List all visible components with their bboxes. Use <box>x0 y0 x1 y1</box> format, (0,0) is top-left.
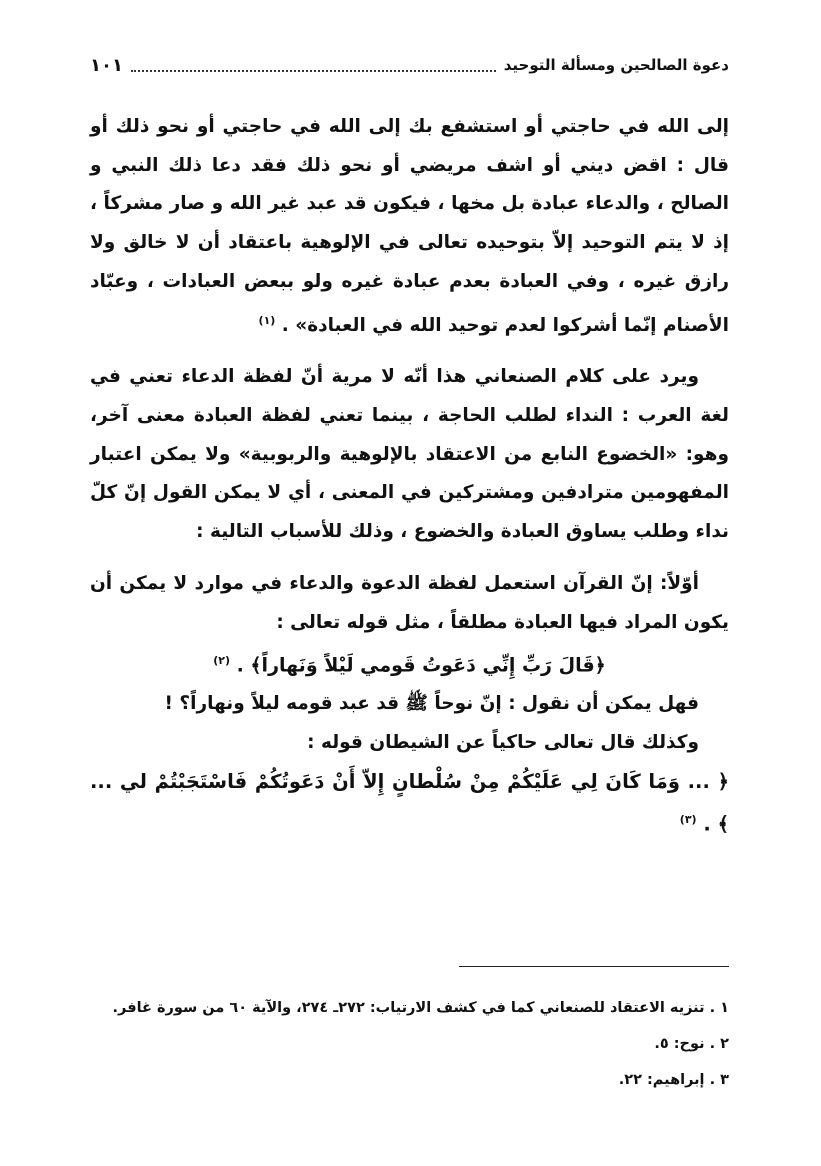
quran-verse-2 <box>90 763 729 845</box>
footnote-separator <box>459 966 729 967</box>
quran-verse-1-text: ﴿قَالَ رَبِّ إِنِّي دَعَوتُ قَومي لَيْلاً وَنَهاراً﴾ . <box>236 654 606 677</box>
paragraph-1-text: إلى الله في حاجتي أو استشفع بك إلى الله في حاجتي أو نحو ذلك أو قال : اقض ديني أو اشف مريضي أو نحو ذلك فقد دعا ذلك النبي و الصالح ، والدعاء عبادة بل مخها ، فيكون قد عبد غير الله و صار مشركاً ، إذ لا يتم التوحيد إلاّ بتوحيده تعالى في الإلوهية باعتقاد أن لا خالق ولا رازق غيره ، وفي العبادة بعدم عبادة غيره ولو ببعض العبادات ، وعبّاد الأصنام إنّما أشركوا لعدم توحيد الله في العبادة» . <box>90 116 729 336</box>
page-header <box>90 50 729 80</box>
footnote-ref-1: (١) <box>258 313 276 327</box>
paragraph-2: ويرد على كلام الصنعاني هذا أنّه لا مرية أنّ لفظة الدعاء تعني في لغة العرب : النداء لطلب الحاجة ، بينما تعني لفظة العبادة معنى آخر، وهو: «الخضوع النابع من الاعتقاد بالإلوهية والربوبية» ولا يمكن اعتبار المفهومين مترادفين ومشتركين في المعنى ، أي لا يمكن القول إنّ كلّ نداء وطلب يساوق العبادة والخضوع ، وذلك للأسباب التالية : <box>90 366 729 543</box>
main-text <box>90 108 729 845</box>
quran-verse-2-text: ﴿ ... وَمَا كَانَ لِي عَلَيْكُمْ مِنْ سُلْطانٍ إِلاّ أَنْ دَعَوتُكُمْ فَاسْتَجَبْتُمْ لي ... ﴾ . <box>90 769 729 836</box>
footnotes <box>90 990 729 1098</box>
quran-verse-1 <box>90 642 729 685</box>
footnote-2: ٢ . نوح: ٥. <box>654 1036 729 1052</box>
paragraph-1 <box>90 108 729 345</box>
paragraph-4: فهل يمكن أن نقول : إنّ نوحاً ﷺ قد عبد قومه ليلاً ونهاراً؟ ! <box>164 693 699 715</box>
footnote-ref-3: (٣) <box>679 813 697 827</box>
footnote-3: ٣ . إبراهيم: ٢٢. <box>618 1072 729 1088</box>
paragraph-3: أوّلاً: إنّ القرآن استعمل لفظة الدعوة والدعاء في موارد لا يمكن أن يكون المراد فيها العبادة مطلقاً ، مثل قوله تعالى : <box>90 572 729 633</box>
dotted-leader <box>131 70 496 72</box>
running-title: دعوة الصالحين ومسألة التوحيد <box>503 56 729 74</box>
page-number: ١٠١ <box>90 54 123 76</box>
footnote-1: ١ . تنزيه الاعتقاد للصنعاني كما في كشف الارتياب: ٢٧٢ـ ٢٧٤، والآية ٦٠ من سورة غافر. <box>112 1000 729 1016</box>
paragraph-5: وكذلك قال تعالى حاكياً عن الشيطان قوله : <box>307 732 699 754</box>
footnote-ref-2: (٢) <box>213 654 230 668</box>
